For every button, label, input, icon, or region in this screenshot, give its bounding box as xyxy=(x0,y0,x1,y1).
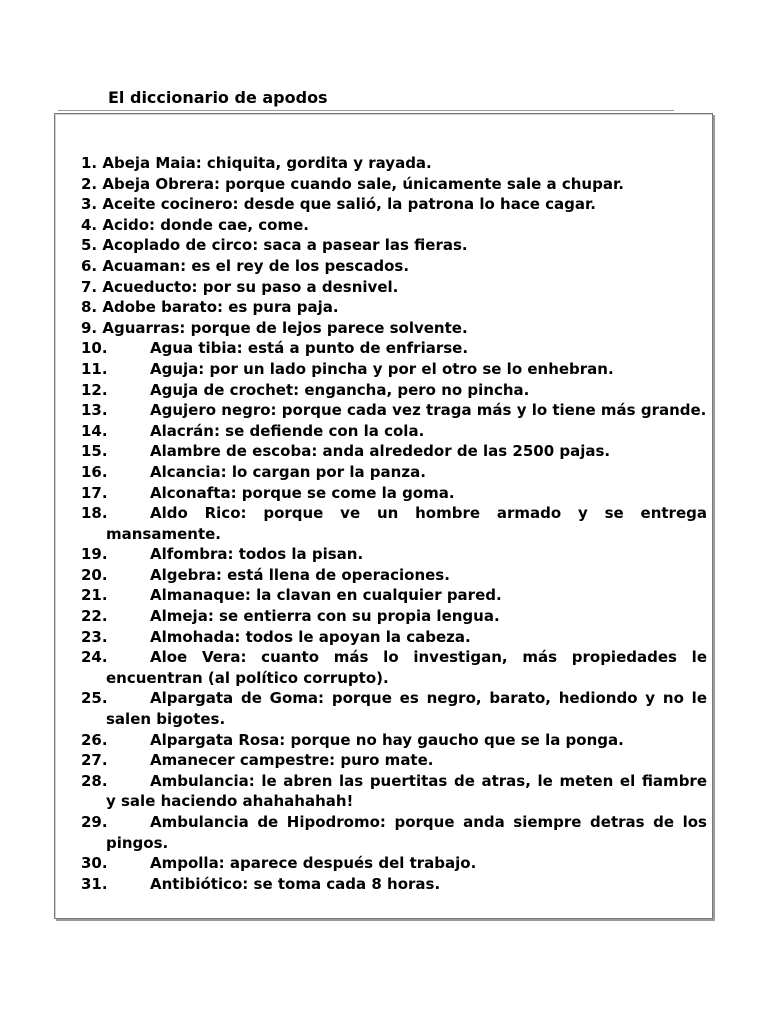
entry-number: 24. xyxy=(81,648,108,667)
entry-number: 16. xyxy=(81,462,108,481)
entry-number: 20. xyxy=(81,565,108,584)
list-item xyxy=(81,194,707,215)
entry-text: Acueducto: por su paso a desnivel. xyxy=(102,277,399,296)
list-item xyxy=(81,688,707,729)
entry-number: 1. xyxy=(81,154,98,172)
entry-number: 9. xyxy=(81,318,98,337)
entry-text: Acoplado de circo: saca a pasear las fieras. xyxy=(102,236,468,255)
entry-text: Aldo Rico: porque ve un hombre armado y se entrega mansamente. xyxy=(106,504,707,543)
list-item xyxy=(81,441,707,462)
entry-text: Abeja Maia: chiquita, gordita y rayada. xyxy=(102,154,432,172)
entry-text: Acuaman: es el rey de los pescados. xyxy=(102,256,410,275)
entry-number: 22. xyxy=(81,607,108,626)
entry-number: 28. xyxy=(81,771,108,790)
list-item xyxy=(81,318,707,339)
entry-text: Alfombra: todos la pisan. xyxy=(150,545,364,564)
list-item xyxy=(81,235,707,256)
entry-number: 4. xyxy=(81,215,98,234)
entry-number: 29. xyxy=(81,813,108,831)
document-title: El diccionario de apodos xyxy=(108,88,328,107)
entry-number: 21. xyxy=(81,586,108,605)
list-item xyxy=(81,359,707,380)
entry-number: 8. xyxy=(81,298,98,317)
entry-number: 7. xyxy=(81,277,98,296)
entry-text: Antibiótico: se toma cada 8 horas. xyxy=(150,874,441,893)
list-item xyxy=(81,338,707,359)
entry-text: Ampolla: aparece después del trabajo. xyxy=(150,854,477,873)
title-underline xyxy=(58,110,674,111)
entry-number: 13. xyxy=(81,401,108,420)
entry-number: 12. xyxy=(81,380,108,399)
entry-number: 3. xyxy=(81,195,98,214)
entry-text: Ambulancia: le abren las puertitas de atras, le meten el fiambre y sale haciendo ahahahahah! xyxy=(106,771,707,811)
entry-text: Amanecer campestre: puro mate. xyxy=(150,751,434,770)
entry-text: Abeja Obrera: porque cuando sale, únicamente sale a chupar. xyxy=(102,174,624,193)
entry-number: 31. xyxy=(81,874,108,893)
entry-number: 6. xyxy=(81,256,98,275)
list-item xyxy=(81,503,707,544)
entry-text: Algebra: está llena de operaciones. xyxy=(150,565,450,584)
list-item xyxy=(81,400,707,421)
list-item xyxy=(81,483,707,504)
list-item xyxy=(81,277,707,298)
entry-text: Alpargata de Goma: porque es negro, barato, hediondo y no le salen bigotes. xyxy=(106,689,707,729)
entry-text: Aguja de crochet: engancha, pero no pincha. xyxy=(150,380,530,399)
list-item xyxy=(81,297,707,318)
entry-number: 23. xyxy=(81,627,108,646)
list-item xyxy=(81,174,707,195)
entry-number: 17. xyxy=(81,483,108,502)
entry-number: 15. xyxy=(81,442,108,461)
entry-text: Ambulancia de Hipodromo: porque anda siempre detras de los pingos. xyxy=(106,813,707,852)
list-item xyxy=(81,771,707,812)
entry-text: Agujero negro: porque cada vez traga más y lo tiene más grande. xyxy=(150,401,707,420)
entry-text: Alpargata Rosa: porque no hay gaucho que se la ponga. xyxy=(150,730,624,749)
list-item xyxy=(81,647,707,688)
entry-text: Agua tibia: está a punto de enfriarse. xyxy=(150,339,469,358)
list-item xyxy=(81,565,707,586)
list-item xyxy=(81,421,707,442)
list-item xyxy=(81,585,707,606)
entry-number: 26. xyxy=(81,730,108,749)
entry-number: 5. xyxy=(81,236,98,255)
entry-number: 25. xyxy=(81,689,108,708)
entry-text: Alconafta: porque se come la goma. xyxy=(150,483,455,502)
list-item xyxy=(81,215,707,236)
entry-number: 18. xyxy=(81,504,108,523)
entry-list xyxy=(81,153,707,894)
list-item xyxy=(81,750,707,771)
entry-text: Acido: donde cae, come. xyxy=(102,215,309,234)
entry-number: 10. xyxy=(81,339,108,358)
entry-text: Adobe barato: es pura paja. xyxy=(102,298,339,317)
entry-text: Almanaque: la clavan en cualquier pared. xyxy=(150,586,502,605)
entry-number: 27. xyxy=(81,751,108,770)
entry-text: Aguja: por un lado pincha y por el otro se lo enhebran. xyxy=(150,359,614,378)
entry-number: 30. xyxy=(81,854,108,873)
entry-text: Almeja: se entierra con su propia lengua. xyxy=(150,607,500,626)
list-item xyxy=(81,606,707,627)
entry-number: 11. xyxy=(81,359,108,378)
list-item xyxy=(81,853,707,874)
entry-number: 14. xyxy=(81,421,108,440)
entry-text: Aceite cocinero: desde que salió, la patrona lo hace cagar. xyxy=(102,195,596,214)
list-item xyxy=(81,462,707,483)
entry-number: 19. xyxy=(81,545,108,564)
list-item xyxy=(81,544,707,565)
list-item xyxy=(81,153,707,174)
list-item xyxy=(81,730,707,751)
entry-text: Aguarras: porque de lejos parece solvente. xyxy=(102,318,468,337)
list-item xyxy=(81,380,707,401)
list-item xyxy=(81,874,707,895)
list-item xyxy=(81,256,707,277)
entry-text: Alcancia: lo cargan por la panza. xyxy=(150,462,426,481)
entry-number: 2. xyxy=(81,174,98,193)
entry-text: Alambre de escoba: anda alrededor de las 2500 pajas. xyxy=(150,442,611,461)
entry-text: Almohada: todos le apoyan la cabeza. xyxy=(150,627,471,646)
list-item xyxy=(81,812,707,853)
entry-text: Alacrán: se defiende con la cola. xyxy=(150,421,425,440)
list-item xyxy=(81,627,707,648)
entry-text: Aloe Vera: cuanto más lo investigan, más propiedades le encuentran (al político corrupto). xyxy=(106,648,707,687)
